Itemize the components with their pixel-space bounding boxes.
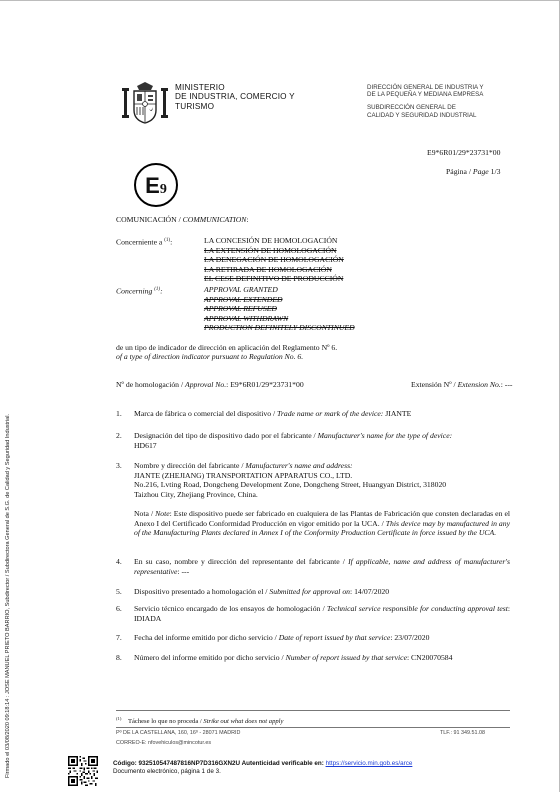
e-mark-logo: E9 xyxy=(134,163,178,207)
option-refused-en: APPROVAL REFUSED xyxy=(204,304,277,314)
option-discontinued-en: PRODUCTION DEFINITELY DISCONTINUED xyxy=(204,323,355,333)
subdirectorate-line: SUBDIRECCIÓN GENERAL DE xyxy=(367,104,456,112)
regulation-es: de un tipo de indicador de dirección en aplicación del Reglamento Nº 6. xyxy=(116,343,338,352)
item-number: 8. xyxy=(116,653,122,662)
document-page-info: Documento electrónico, página 1 de 3. xyxy=(113,768,221,775)
footnote: $^{(1)}$ Táchese lo que no proceda / Strike out what does not apply xyxy=(116,716,284,726)
signature-sidebar: Firmado el 03/08/2020 09:18:14 : JOSE MANUEL PRIETO BARRIO, Subdirector / Subdirectora General de S.G. de Calidad y Seguridad Industrial. xyxy=(5,413,11,778)
extension-number: Extensión Nº / Extension No.: --- xyxy=(411,380,513,389)
reference-code: E9*6R01/29*23731*00 xyxy=(427,148,501,157)
item-report-number: Número del informe emitido por dicho servicio / Number of report issued by that service: CN20070584 xyxy=(134,653,453,662)
concerning-en-options xyxy=(204,285,355,333)
option-granted-en: APPROVAL GRANTED xyxy=(204,285,278,294)
footer-phone: TLF.: 91 349.51.08 xyxy=(440,730,485,736)
item-manufacturer: Nombre y dirección del fabricante / Manufacturer's name and address: JIANTE (ZHEJIANG) TRANSPORTATION APPARATUS CO., LTD. No.216, Lvting Road, Dongcheng Development Zone, Dongcheng Street, Huangyan District, 318020 Taizhou City, Zhejiang Province, China. xyxy=(134,461,447,499)
directorate-line: DIRECCIÓN GENERAL DE INDUSTRIA Y xyxy=(367,84,484,91)
qr-code-icon xyxy=(68,756,98,786)
verification-link[interactable]: https://servicio.min.gob.es/arce xyxy=(325,760,413,767)
approval-number: Nº de homologación / Approval No.: E9*6R01/29*23731*00 xyxy=(116,380,304,389)
verification-block xyxy=(113,760,412,776)
item-technical-service: Servicio técnico encargado de los ensayos de homologación / Technical service responsible for conducting approval test: IDIADA xyxy=(134,604,511,623)
concerning-es-label: Concerniente a $^{(1)}$: xyxy=(116,237,173,247)
ministry-line: TURISMO xyxy=(175,101,215,111)
item-submission-date: Dispositivo presentado a homologación el / Submitted for approval on: 14/07/2020 xyxy=(134,587,390,596)
communication-heading: COMUNICACIÓN / COMMUNICATION: xyxy=(116,215,249,224)
page-border-top xyxy=(0,0,560,1)
option-withdrawn-es: LA RETIRADA DE HOMOLOGACIÓN xyxy=(204,264,332,274)
manufacturing-note: Nota / Note: Este dispositivo puede ser fabricado en cualquiera de las Plantas de Fabricación que consten declaradas en el Anexo I del Certificado Conformidad Producción en vigor emitido por la UCA. / This device may by manufactured in any of the Manufacturing Plants declared in Annex I of the Conformity Production Certificate in force issued by the UCA. xyxy=(134,509,511,538)
ministry-line: DE INDUSTRIA, COMERCIO Y xyxy=(175,92,295,102)
footer-email: CORREO-E: nfovehiculos@mincotur.es xyxy=(116,740,212,746)
option-withdrawn-en: APPROVAL WITHDRAWN xyxy=(204,313,289,323)
item-number: 5. xyxy=(116,587,122,596)
item-number: 1. xyxy=(116,409,122,418)
concerning-en-label: Concerning $^{(1)}$: xyxy=(116,286,163,296)
footer-divider xyxy=(116,727,510,728)
coat-of-arms-icon xyxy=(121,82,169,124)
verification-code: Código: 932510547487816NP7D316GXN2U Autenticidad verificable en: xyxy=(113,760,324,767)
item-number: 7. xyxy=(116,633,122,642)
item-number: 4. xyxy=(116,557,122,566)
item-number: 2. xyxy=(116,431,122,440)
ministry-name xyxy=(175,83,295,111)
item-report-date: Fecha del informe emitido por dicho servicio / Date of report issued by that service: 23/07/2020 xyxy=(134,633,430,642)
option-extended-es: LA EXTENSIÓN DE HOMOLOGACIÓN xyxy=(204,245,337,255)
item-number: 6. xyxy=(116,604,122,613)
footnote-divider xyxy=(116,710,510,711)
concerning-es-options xyxy=(204,236,344,284)
item-number: 3. xyxy=(116,461,122,470)
directorate-block xyxy=(367,84,484,119)
footer-address: Pº DE LA CASTELLANA, 160, 16º - 28071 MADRID xyxy=(116,730,241,736)
option-refused-es: LA DENEGACIÓN DE HOMOLOGACIÓN xyxy=(204,255,344,265)
ministry-line: MINISTERIO xyxy=(175,83,225,92)
option-extended-en: APPROVAL EXTENDED xyxy=(204,294,283,304)
page-indicator: Página / Page 1/3 xyxy=(446,167,501,176)
regulation-en: of a type of direction indicator pursuant to Regulation No. 6. xyxy=(116,352,304,361)
option-discontinued-es: EL CESE DEFINITIVO DE PRODUCCIÓN xyxy=(204,274,344,284)
item-trade-name: Marca de fábrica o comercial del dispositivo / Trade name or mark of the device: JIANTE xyxy=(134,409,412,418)
option-granted-es: LA CONCESIÓN DE HOMOLOGACIÓN xyxy=(204,236,338,245)
directorate-line: DE LA PEQUEÑA Y MEDIANA EMPRESA xyxy=(367,91,484,99)
item-representative: En su caso, nombre y dirección del representante del fabricante / If applicable, name and address of manufacturer's representative: --- xyxy=(134,557,511,576)
subdirectorate-line: CALIDAD Y SEGURIDAD INDUSTRIAL xyxy=(367,111,477,119)
item-type-designation: Designación del tipo de dispositivo dado por el fabricante / Manufacturer's name for the type of device: HD617 xyxy=(134,431,453,450)
